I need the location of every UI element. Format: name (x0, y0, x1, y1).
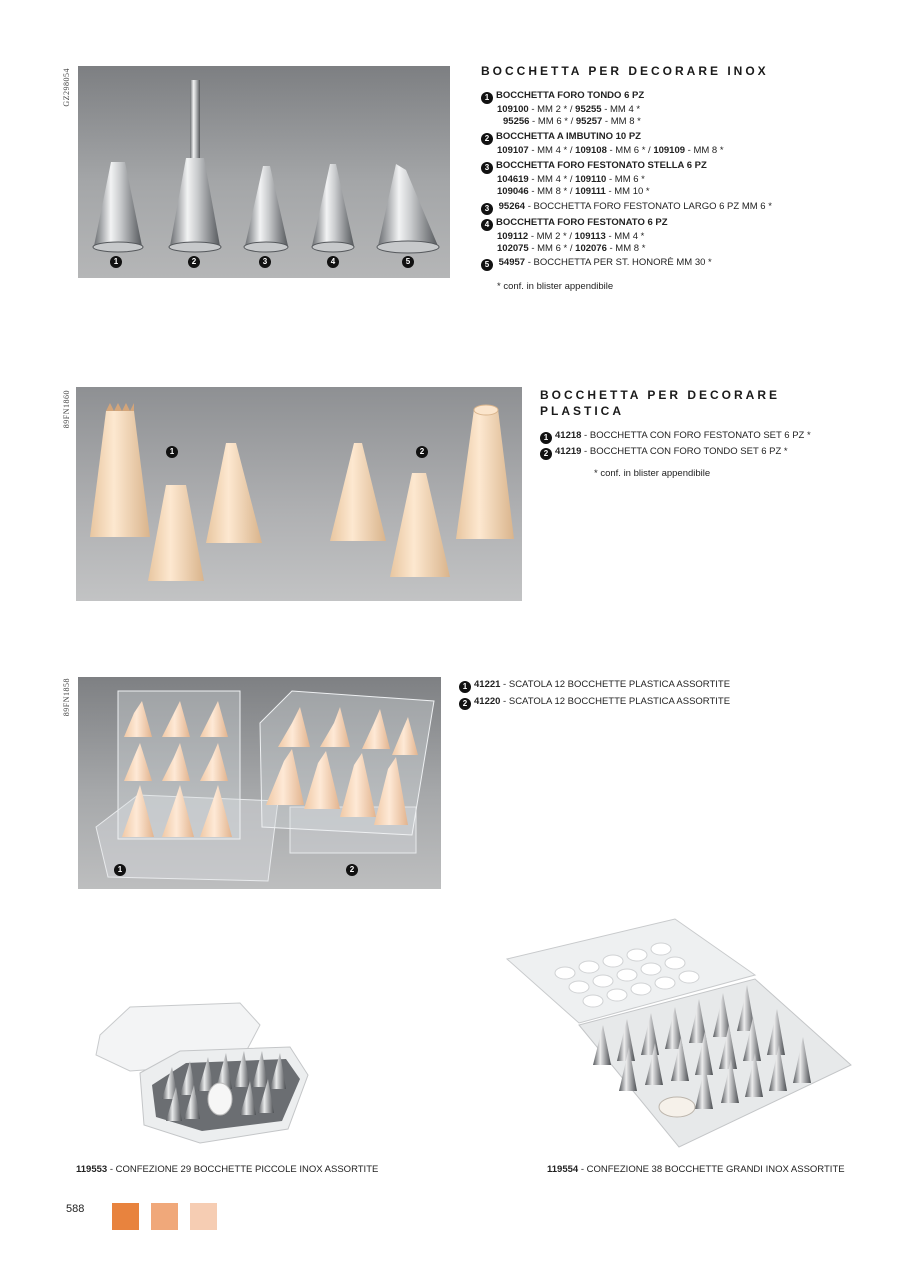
product-size: - MM 8 * (685, 145, 724, 156)
product-size: - MM 4 * / (528, 145, 576, 156)
product-code: 109046 (497, 186, 529, 197)
product-size: - MM 10 * (605, 186, 650, 197)
product-entry (481, 160, 707, 198)
product-code: 109110 (575, 174, 607, 185)
product-size: - MM 2 * / (528, 104, 576, 115)
kit-caption-right (547, 1164, 845, 1175)
product-entry (481, 201, 772, 215)
product-code: 109112 (497, 231, 529, 242)
product-description: - BOCCHETTA PER ST. HONORÈ MM 30 * (525, 257, 712, 268)
section-title-line: PLASTICA (540, 404, 624, 418)
small-nozzle-kit-photo (90, 995, 320, 1155)
plastic-nozzles-photo (76, 387, 522, 601)
color-swatch-light (190, 1203, 217, 1230)
product-size: - MM 4 * / (528, 174, 576, 185)
product-code: 41219 (555, 446, 582, 457)
page-number: 588 (66, 1203, 85, 1215)
section-title (540, 387, 780, 419)
color-swatch-dark (112, 1203, 139, 1230)
number-badge: 3 (481, 203, 493, 215)
product-title: BOCCHETTA A IMBUTINO 10 PZ (496, 131, 641, 142)
product-code: 102075 (497, 243, 529, 254)
product-code: 54957 (498, 257, 526, 268)
product-size: - MM 8 * (602, 116, 641, 127)
marker-2: 2 (346, 864, 358, 876)
kit-caption-left (76, 1164, 378, 1175)
product-entry (481, 90, 644, 128)
product-code: 119554 (547, 1164, 579, 1175)
product-title: BOCCHETTA FORO FESTONATO 6 PZ (496, 217, 668, 228)
product-code: 95264 (498, 201, 526, 212)
product-entry (459, 696, 730, 710)
product-entry (540, 446, 788, 460)
product-code: 109111 (575, 186, 606, 197)
product-code: 104619 (497, 174, 529, 185)
marker-1: 1 (114, 864, 126, 876)
photo-code: GZ298054 (62, 68, 71, 107)
product-code: 109113 (574, 231, 606, 242)
product-code: 95255 (575, 104, 602, 115)
product-description: - SCATOLA 12 BOCCHETTE PLASTICA ASSORTITE (500, 679, 731, 690)
number-badge: 2 (481, 133, 493, 145)
number-badge: 1 (459, 681, 471, 693)
marker-3: 3 (259, 256, 271, 268)
marker-5: 5 (402, 256, 414, 268)
large-nozzle-kit-photo (505, 915, 855, 1155)
stainless-nozzles-photo (78, 66, 450, 278)
photo-code: 89FN1858 (62, 678, 71, 717)
number-badge: 1 (540, 432, 552, 444)
product-code: 109109 (653, 145, 686, 156)
product-description: - BOCCHETTA FORO FESTONATO LARGO 6 PZ MM 6 * (525, 201, 772, 212)
product-size: - MM 6 * (606, 174, 645, 185)
product-entry (540, 430, 811, 444)
product-size: - MM 4 * (601, 104, 641, 115)
product-entry (459, 679, 730, 693)
product-size: - MM 6 * / (528, 243, 576, 254)
number-badge: 2 (540, 448, 552, 460)
product-size: - MM 8 * (606, 243, 646, 254)
product-code: 41221 (474, 679, 501, 690)
product-code: 102076 (575, 243, 607, 254)
plastic-boxes-photo (78, 677, 441, 889)
product-code: 109100 (497, 104, 529, 115)
product-description: - BOCCHETTA CON FORO TONDO SET 6 PZ * (581, 446, 788, 457)
marker-4: 4 (327, 256, 339, 268)
number-badge: 2 (459, 698, 471, 710)
product-title: BOCCHETTA FORO FESTONATO STELLA 6 PZ (496, 160, 707, 171)
product-code: 41220 (474, 696, 501, 707)
section-title: BOCCHETTA PER DECORARE INOX (481, 64, 769, 78)
product-code: 95256 (503, 116, 530, 127)
product-code: 109107 (497, 145, 529, 156)
product-entry (481, 257, 712, 271)
number-badge: 3 (481, 162, 493, 174)
number-badge: 1 (481, 92, 493, 104)
section-title-line: BOCCHETTA PER DECORARE (540, 388, 781, 402)
marker-2: 2 (188, 256, 200, 268)
marker-2: 2 (416, 446, 428, 458)
product-size: - MM 2 * / (528, 231, 575, 242)
blister-note: * conf. in blister appendibile (497, 281, 614, 292)
product-description: - BOCCHETTA CON FORO FESTONATO SET 6 PZ * (581, 430, 811, 441)
product-size: - MM 6 * / (529, 116, 576, 127)
product-title: BOCCHETTA FORO TONDO 6 PZ (496, 90, 645, 101)
product-description: - SCATOLA 12 BOCCHETTE PLASTICA ASSORTITE (500, 696, 731, 707)
marker-1: 1 (166, 446, 178, 458)
number-badge: 5 (481, 259, 493, 271)
marker-1: 1 (110, 256, 122, 268)
blister-note: * conf. in blister appendibile (594, 468, 711, 479)
product-description: - CONFEZIONE 38 BOCCHETTE GRANDI INOX ASSORTITE (578, 1164, 845, 1175)
number-badge: 4 (481, 219, 493, 231)
product-description: - CONFEZIONE 29 BOCCHETTE PICCOLE INOX ASSORTITE (107, 1164, 379, 1175)
product-entry (481, 131, 724, 157)
color-swatch-medium (151, 1203, 178, 1230)
photo-code: 89FN1860 (62, 390, 71, 429)
product-size: - MM 8 * / (528, 186, 576, 197)
product-code: 109108 (575, 145, 607, 156)
product-entry (481, 217, 668, 255)
product-code: 95257 (575, 116, 603, 127)
product-size: - MM 6 * / (606, 145, 654, 156)
product-code: 119553 (76, 1164, 108, 1175)
product-size: - MM 4 * (605, 231, 645, 242)
product-code: 41218 (555, 430, 582, 441)
